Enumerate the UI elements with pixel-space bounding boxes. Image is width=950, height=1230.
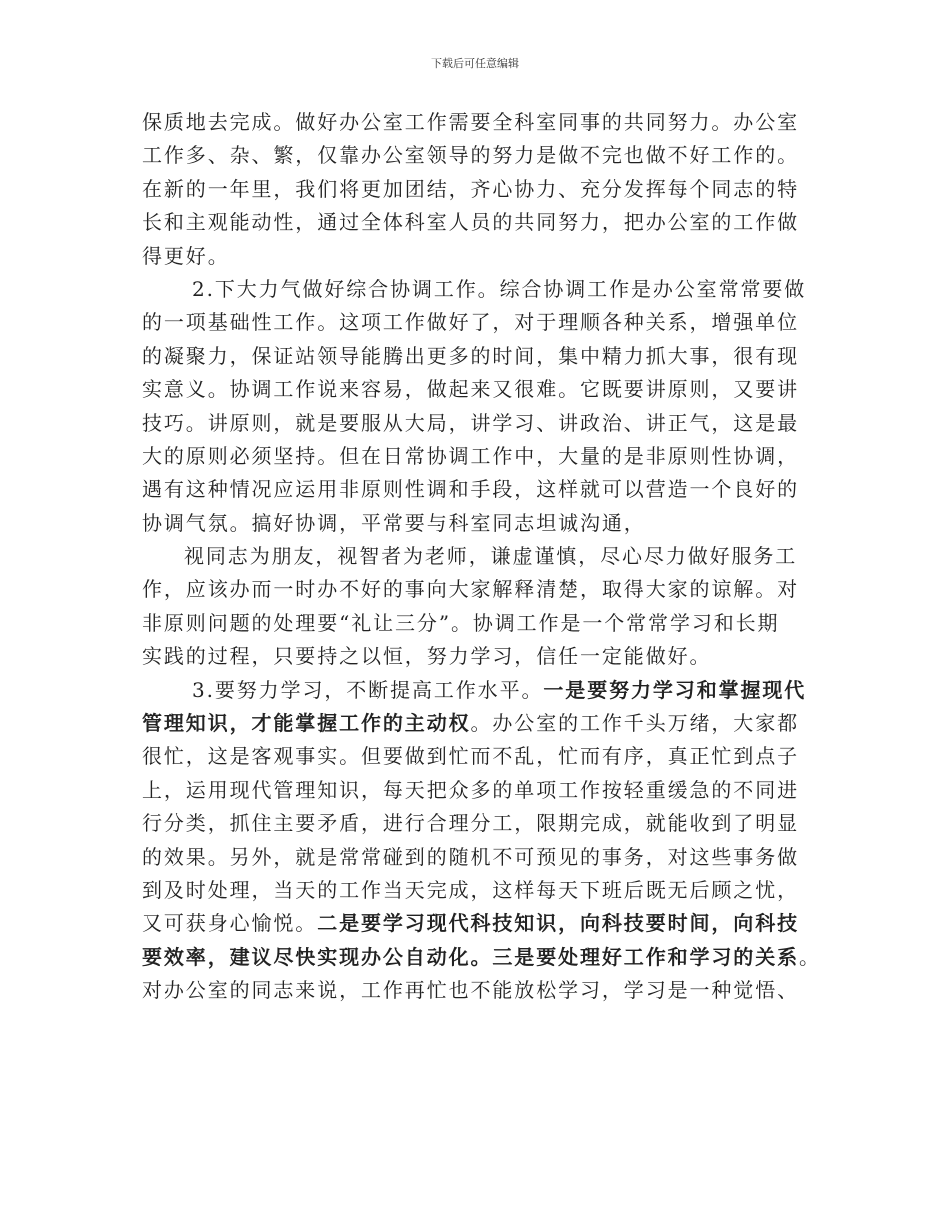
text-line xyxy=(142,106,822,139)
text-span: 在新的一年里，我们将更加团结，齐心协力、充分发挥每个同志的特 xyxy=(142,176,799,201)
text-span: 。办公室的工作千头万绪，大家都 xyxy=(470,711,799,736)
text-line xyxy=(142,907,822,940)
text-line xyxy=(142,707,822,740)
text-span: 很忙，这是客观事实。但要做到忙而不乱，忙而有序，真正忙到点子 xyxy=(142,744,799,769)
text-line xyxy=(142,240,822,273)
text-span: 对办公室的同志来说，工作再忙也不能放松学习，学习是一种觉悟、 xyxy=(142,978,799,1003)
bold-text: 二是要学习现代科技知识，向科技要时间，向科技 xyxy=(317,911,800,936)
text-line xyxy=(142,507,822,540)
text-span: 工作多、杂、繁，仅靠办公室领导的努力是做不完也做不好工作的。 xyxy=(142,143,799,168)
text-span: 实意义。协调工作说来容易，做起来又很难。它既要讲原则，又要讲 xyxy=(142,377,799,402)
text-span: 长和主观能动性，通过全体科室人员的共同努力，把办公室的工作做 xyxy=(142,210,799,235)
text-span: 3.要努力学习，不断提高工作水平。 xyxy=(192,677,544,702)
document-body xyxy=(142,106,822,1008)
text-line xyxy=(142,407,822,440)
text-span: 的效果。另外，就是常常碰到的随机不可预见的事务，对这些事务做 xyxy=(142,844,799,869)
text-line xyxy=(142,674,822,707)
text-span: 。 xyxy=(799,944,821,969)
text-span: 实践的过程，只要持之以恒，努力学习，信任一定能做好。 xyxy=(142,644,712,669)
text-line xyxy=(142,373,822,406)
text-line xyxy=(142,607,822,640)
text-line xyxy=(142,340,822,373)
text-span: 协调气氛。搞好协调，平常要与科室同志坦诚沟通， xyxy=(142,510,646,535)
text-span: 上，运用现代管理知识，每天把众多的单项工作按轻重缓急的不同进 xyxy=(142,777,799,802)
text-span: 保质地去完成。做好办公室工作需要全科室同事的共同努力。办公室 xyxy=(142,110,799,134)
text-line xyxy=(142,440,822,473)
text-line xyxy=(142,807,822,840)
text-span: 2.下大力气做好综合协调工作。综合协调工作是办公室常常要做 xyxy=(192,276,807,301)
text-line xyxy=(142,874,822,907)
text-line xyxy=(142,473,822,506)
text-line xyxy=(142,540,822,573)
bold-text: 管理知识，才能掌握工作的主动权 xyxy=(142,711,471,736)
page-header: 下载后可任意编辑 xyxy=(431,57,519,70)
text-line xyxy=(142,206,822,239)
text-span: 得更好。 xyxy=(142,243,230,268)
text-line xyxy=(142,640,822,673)
text-line xyxy=(142,173,822,206)
bold-text: 要效率，建议尽快实现办公自动化。三是要处理好工作和学习的关系 xyxy=(142,944,799,969)
text-span: 又可获身心愉悦。 xyxy=(142,911,318,936)
text-span: 视同志为朋友，视智者为老师，谦虚谨慎，尽心尽力做好服务工 xyxy=(184,544,798,569)
text-span: 技巧。讲原则，就是要服从大局，讲学习、讲政治、讲正气，这是最 xyxy=(142,410,799,435)
text-span: 非原则问题的处理要“礼让三分”。协调工作是一个常常学习和长期 xyxy=(142,610,780,635)
text-span: 到及时处理，当天的工作当天完成，这样每天下班后既无后顾之忧， xyxy=(142,877,799,902)
text-line xyxy=(142,139,822,172)
text-line xyxy=(142,573,822,606)
text-span: 作，应该办而一时办不好的事向大家解释清楚，取得大家的谅解。对 xyxy=(142,577,799,602)
text-line xyxy=(142,306,822,339)
text-span: 的一项基础性工作。这项工作做好了，对于理顺各种关系，增强单位 xyxy=(142,310,799,335)
text-line xyxy=(142,273,822,306)
text-span: 大的原则必须坚持。但在日常协调工作中，大量的是非原则性协调， xyxy=(142,443,799,468)
bold-text: 一是要努力学习和掌握现代 xyxy=(543,677,807,702)
text-span: 遇有这种情况应运用非原则性调和手段，这样就可以营造一个良好的 xyxy=(142,477,799,502)
text-line xyxy=(142,941,822,974)
text-line xyxy=(142,774,822,807)
text-line xyxy=(142,841,822,874)
text-line xyxy=(142,974,822,1007)
text-line xyxy=(142,740,822,773)
text-span: 行分类，抓住主要矛盾，进行合理分工，限期完成，就能收到了明显 xyxy=(142,811,799,836)
text-span: 的凝聚力，保证站领导能腾出更多的时间，集中精力抓大事，很有现 xyxy=(142,343,799,368)
